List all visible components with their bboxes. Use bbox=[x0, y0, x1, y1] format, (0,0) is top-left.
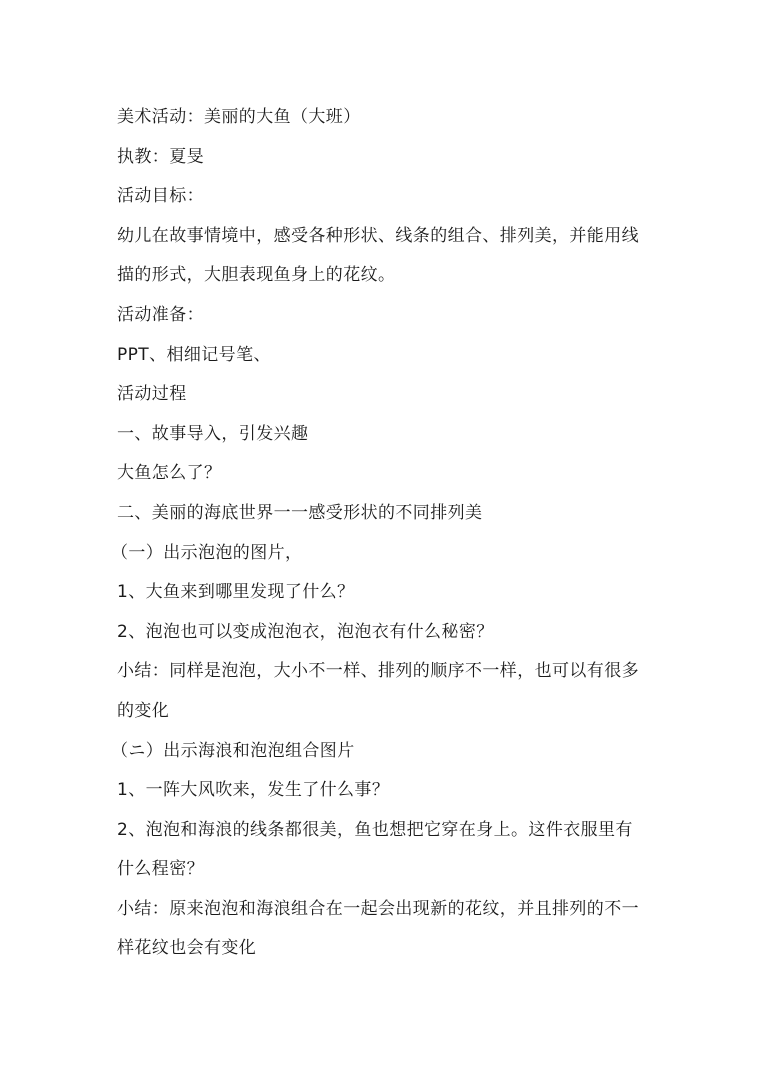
subsection-one-heading: （一）出示泡泡的图片， bbox=[111, 542, 303, 563]
activity-title: 美术活动：美丽的大鱼（大班） bbox=[117, 107, 361, 127]
document-body bbox=[111, 98, 657, 969]
summary-one-line-2: 的变化 bbox=[117, 700, 170, 721]
objectives-heading: 活动目标： bbox=[117, 186, 204, 207]
section-one-heading: 一、故事导入，引发兴趣 bbox=[117, 423, 309, 444]
preparation-heading: 活动准备： bbox=[117, 304, 204, 325]
summary-two-line-1: 小结：原来泡泡和海浪组合在一起会出现新的花纹，并且排列的不一 bbox=[117, 898, 639, 919]
process-heading: 活动过程 bbox=[117, 384, 187, 405]
subsection-two-item-2-line-1: 2、泡泡和海浪的线条都很美，鱼也想把它穿在身上。这件衣服里有 bbox=[117, 819, 633, 840]
section-one-question: 大鱼怎么了？ bbox=[117, 463, 222, 484]
summary-two-line-2: 样花纹也会有变化 bbox=[117, 938, 257, 959]
summary-one-line-1: 小结：同样是泡泡，大小不一样、排列的顺序不一样，也可以有很多 bbox=[117, 661, 639, 682]
subsection-two-heading: （ニ）出示海浪和泡泡组合图片 bbox=[111, 740, 355, 761]
section-two-heading: 二、美丽的海底世界一一感受形状的不同排列美 bbox=[117, 502, 483, 523]
subsection-two-item-1: 1、一阵大风吹来，发生了什么事？ bbox=[117, 780, 390, 801]
teacher-line: 执教：夏旻 bbox=[117, 146, 204, 167]
preparation-text: PPT、相细记号笔、 bbox=[117, 344, 271, 365]
objectives-text-line-1: 幼儿在故事情境中，感受各种形状、线条的组合、排列美，并能用线 bbox=[117, 225, 639, 246]
subsection-one-item-1: 1、大鱼来到哪里发现了什么？ bbox=[117, 582, 355, 603]
subsection-two-item-2-line-2: 什么程密？ bbox=[117, 859, 204, 880]
objectives-text-line-2: 描的形式，大胆表现鱼身上的花纹。 bbox=[117, 265, 396, 286]
subsection-one-item-2: 2、泡泡也可以变成泡泡衣，泡泡衣有什么秘密？ bbox=[117, 621, 494, 642]
